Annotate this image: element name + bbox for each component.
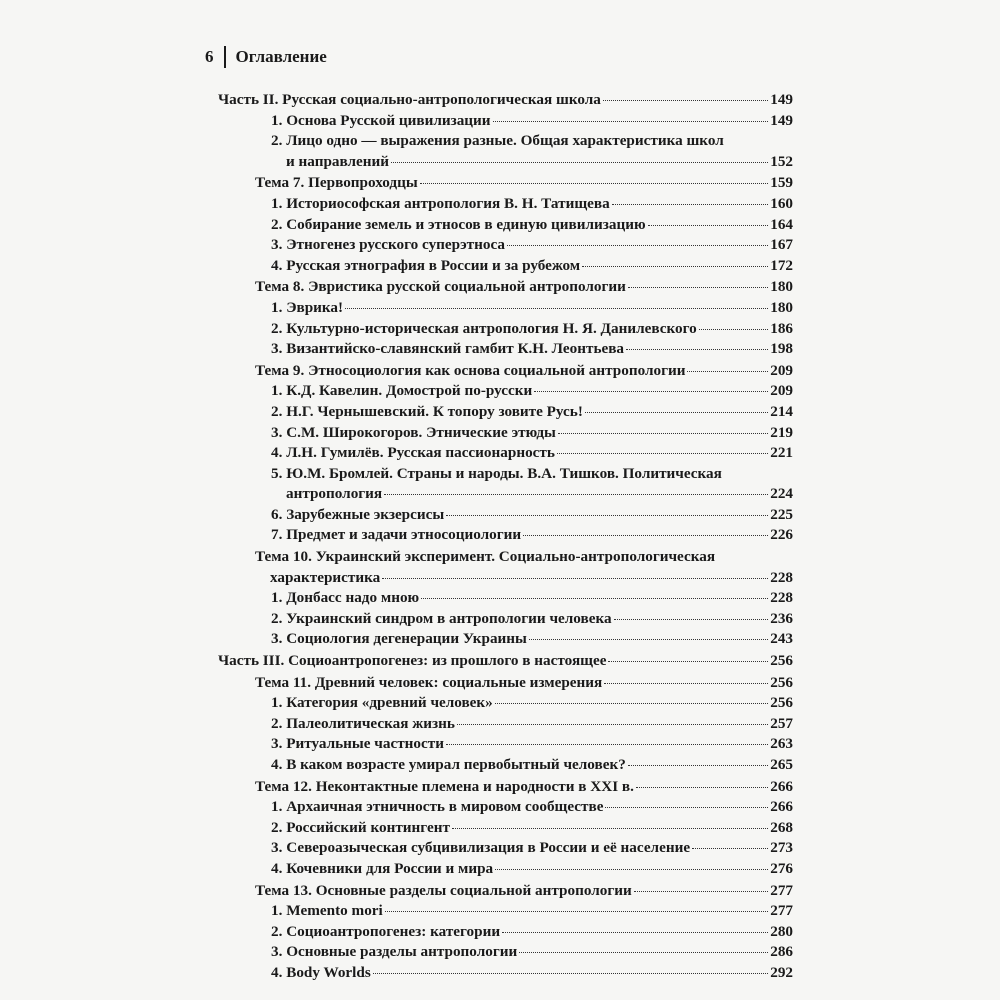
toc-page-number: 226: [770, 526, 793, 544]
toc-entry-title: Тема 13. Основные разделы социальной антропологии: [255, 881, 632, 899]
dot-leader: [457, 724, 768, 725]
toc-entry: [218, 319, 793, 340]
dot-leader: [557, 453, 768, 454]
toc-page-number: 180: [770, 298, 793, 316]
toc-page-number: 263: [770, 735, 793, 753]
toc-entry: [218, 963, 793, 984]
toc-page-number: 149: [770, 91, 793, 108]
toc-page-number: 219: [770, 423, 793, 441]
toc-entry: [218, 277, 793, 298]
toc-entry-title: 6. Зарубежные экзерсисы: [271, 505, 445, 523]
toc-page-number: 243: [770, 630, 793, 648]
dot-leader: [608, 661, 768, 662]
dot-leader: [373, 973, 768, 974]
toc-entry: [218, 339, 793, 360]
toc-entry-title: 3. Византийско-славянский гамбит К.Н. Леонтьева: [271, 340, 625, 358]
dot-leader: [452, 828, 768, 829]
toc-entry: [218, 423, 793, 444]
dot-leader: [421, 598, 768, 599]
dot-leader: [603, 100, 768, 101]
toc-page-number: 152: [770, 152, 793, 170]
toc-page-number: 236: [770, 609, 793, 627]
toc-page-number: 167: [770, 236, 793, 254]
toc-entry-title: 4. В каком возрасте умирал первобытный человек?: [271, 756, 626, 773]
dot-leader: [558, 433, 768, 434]
dot-leader: [529, 639, 768, 640]
toc-entry-title: 4. Л.Н. Гумилёв. Русская пассионарность: [271, 444, 555, 462]
toc-entry: [218, 588, 793, 609]
toc-entry-title: 1. Историософская антропология В. Н. Татищева: [271, 194, 610, 212]
dot-leader: [534, 391, 768, 392]
dot-leader: [502, 932, 768, 933]
toc-entry-title: 4. Русская этнография в России и за рубежом: [271, 256, 581, 274]
toc-entry-title: 2. Лицо одно — выражения разные. Общая характеристика школ: [271, 132, 724, 150]
toc-entry-title: 2. Украинский синдром в антропологии человека: [271, 609, 612, 627]
toc-entry: [218, 777, 793, 798]
toc-page-number: 277: [770, 902, 793, 920]
dot-leader: [699, 329, 768, 330]
dot-leader: [384, 494, 768, 495]
dot-leader: [507, 245, 768, 246]
dot-leader: [612, 204, 769, 205]
dot-leader: [687, 371, 768, 372]
toc-entry-title: Тема 7. Первопроходцы: [255, 174, 418, 192]
toc-page-number: 292: [770, 963, 793, 981]
dot-leader: [382, 578, 768, 579]
toc-entry-title: 3. Основные разделы антропологии: [271, 943, 518, 961]
toc-page-number: 198: [770, 340, 793, 358]
dot-leader: [446, 515, 768, 516]
toc-entry: [218, 818, 793, 839]
toc-page-number: 277: [770, 881, 793, 899]
toc-page-number: 160: [770, 194, 793, 212]
toc-page-number: 268: [770, 818, 793, 836]
toc-page-number: 256: [770, 652, 793, 670]
toc-entry-title: 1. Донбасс надо мною: [271, 589, 420, 607]
toc-page-number: 180: [770, 278, 793, 296]
toc-entry-title: 2. Российский контингент: [271, 818, 450, 836]
dot-leader: [634, 891, 768, 892]
toc-entry-title: 3. С.М. Широкогоров. Этнические этюды: [271, 423, 556, 441]
toc-page-number: 209: [770, 382, 793, 400]
toc-entry: [218, 131, 793, 172]
toc-entry: [218, 90, 793, 111]
toc-page-number: 273: [770, 839, 793, 857]
dot-leader: [582, 266, 768, 267]
header-divider: [224, 46, 226, 68]
toc-entry: [218, 609, 793, 630]
dot-leader: [385, 911, 768, 912]
toc-page-number: 164: [770, 215, 793, 233]
dot-leader: [420, 183, 769, 184]
toc-entry: [218, 859, 793, 880]
toc-entry: [218, 402, 793, 423]
toc-entry: [218, 714, 793, 735]
toc-page-number: 266: [770, 798, 793, 816]
toc-page-number: 224: [770, 485, 793, 503]
toc-entry: [218, 693, 793, 714]
toc-page-number: 214: [770, 402, 793, 420]
dot-leader: [604, 683, 768, 684]
toc-entry: [218, 901, 793, 922]
toc-page-number: 225: [770, 505, 793, 523]
toc-entry-title: Тема 9. Этносоциология как основа социальной антропологии: [255, 361, 686, 379]
toc-entry: [218, 443, 793, 464]
toc-page-number: 172: [770, 256, 793, 274]
toc-entry: [218, 734, 793, 755]
toc-entry-title: 2. Н.Г. Чернышевский. К топору зовите Русь!: [271, 402, 583, 420]
toc-entry: [218, 361, 793, 382]
toc-page-number: 266: [770, 777, 793, 795]
toc-entry-title: 3. Этногенез русского суперэтноса: [271, 236, 505, 254]
toc-entry: [218, 298, 793, 319]
toc-entry: [218, 235, 793, 256]
toc-entry-title: Часть II. Русская социально-антропологическая школа: [218, 91, 601, 108]
toc-entry: [218, 464, 793, 505]
page-header: [205, 46, 327, 68]
toc-page-number: 280: [770, 922, 793, 940]
toc-entry: [218, 505, 793, 526]
dot-leader: [628, 765, 768, 766]
dot-leader: [446, 744, 768, 745]
toc-entry-title: Тема 8. Эвристика русской социальной антропологии: [255, 278, 626, 296]
dot-leader: [636, 787, 768, 788]
toc-page-number: 228: [770, 589, 793, 607]
dot-leader: [523, 535, 768, 536]
dot-leader: [614, 619, 769, 620]
toc-entry: [218, 381, 793, 402]
dot-leader: [628, 287, 768, 288]
page-number: 6: [205, 47, 214, 66]
toc-page-number: 286: [770, 943, 793, 961]
toc-entry: [218, 755, 793, 776]
toc-entry-title-continuation: и направлений: [286, 152, 389, 170]
toc-page-number: 257: [770, 714, 793, 732]
dot-leader: [605, 807, 768, 808]
toc-entry-title: Тема 12. Неконтактные племена и народности в XXI в.: [255, 777, 634, 795]
toc-entry-title: 1. К.Д. Кавелин. Домострой по-русски: [271, 382, 533, 400]
toc-entry-title: 4. Кочевники для России и мира: [271, 859, 494, 877]
dot-leader: [345, 308, 768, 309]
toc-entry: [218, 673, 793, 694]
toc-entry-title: 3. Североазыческая субцивилизация в России и её население: [271, 839, 691, 857]
toc-entry-title: 2. Культурно-историческая антропология Н. Я. Данилевского: [271, 319, 697, 337]
toc-entry-title: 1. Основа Русской цивилизации: [271, 111, 491, 129]
toc-entry-title-continuation: характеристика: [270, 568, 381, 586]
toc-entry-title: 3. Социология дегенерации Украины: [271, 630, 527, 648]
section-title: Оглавление: [235, 47, 327, 66]
toc-entry-title: Тема 10. Украинский эксперимент. Социально-антропологическая: [255, 548, 716, 566]
toc-page-number: 265: [770, 756, 793, 773]
toc-page-number: 256: [770, 673, 793, 691]
toc-entry: [218, 881, 793, 902]
dot-leader: [626, 349, 768, 350]
toc-entry-title: 2. Собирание земель и этносов в единую цивилизацию: [271, 215, 646, 233]
toc-entry-title: Часть III. Социоантропогенез: из прошлого в настоящее: [218, 652, 607, 670]
table-of-contents: [218, 90, 793, 984]
toc-entry-title: 1. Эврика!: [271, 298, 344, 316]
toc-entry: [218, 173, 793, 194]
toc-entry: [218, 194, 793, 215]
dot-leader: [692, 848, 768, 849]
toc-page-number: 276: [770, 859, 793, 877]
toc-page-number: 221: [770, 444, 793, 462]
toc-page-number: 228: [770, 568, 793, 586]
toc-entry-title: 5. Ю.М. Бромлей. Страны и народы. В.А. Тишков. Политическая: [271, 464, 722, 482]
dot-leader: [493, 121, 769, 122]
dot-leader: [495, 703, 768, 704]
toc-page-number: 149: [770, 111, 793, 129]
toc-entry-title: 3. Ритуальные частности: [271, 735, 444, 753]
toc-entry-title: 1. Memento mori: [271, 902, 383, 920]
toc-entry-title: 2. Палеолитическая жизнь: [271, 714, 455, 732]
toc-page-number: 209: [770, 361, 793, 379]
toc-entry: [218, 525, 793, 546]
toc-entry-title: Тема 11. Древний человек: социальные измерения: [255, 673, 603, 691]
toc-entry: [218, 547, 793, 588]
toc-entry: [218, 651, 793, 672]
toc-entry-title-continuation: антропология: [286, 485, 383, 503]
toc-entry: [218, 215, 793, 236]
toc-entry: [218, 797, 793, 818]
dot-leader: [391, 162, 768, 163]
toc-page-number: 159: [770, 174, 793, 192]
toc-entry: [218, 256, 793, 277]
dot-leader: [648, 225, 769, 226]
dot-leader: [495, 869, 768, 870]
toc-entry: [218, 922, 793, 943]
dot-leader: [519, 952, 768, 953]
toc-entry-title: 2. Социоантропогенез: категории: [271, 922, 501, 940]
toc-page-number: 186: [770, 319, 793, 337]
toc-entry: [218, 629, 793, 650]
toc-page-number: 256: [770, 694, 793, 712]
dot-leader: [585, 412, 768, 413]
toc-entry: [218, 838, 793, 859]
toc-entry: [218, 111, 793, 132]
toc-entry-title: 1. Архаичная этничность в мировом сообществе: [271, 798, 604, 816]
toc-entry-title: 7. Предмет и задачи этносоциологии: [271, 526, 522, 544]
toc-entry: [218, 942, 793, 963]
toc-entry-title: 1. Категория «древний человек»: [271, 694, 493, 712]
toc-entry-title: 4. Body Worlds: [271, 963, 371, 981]
